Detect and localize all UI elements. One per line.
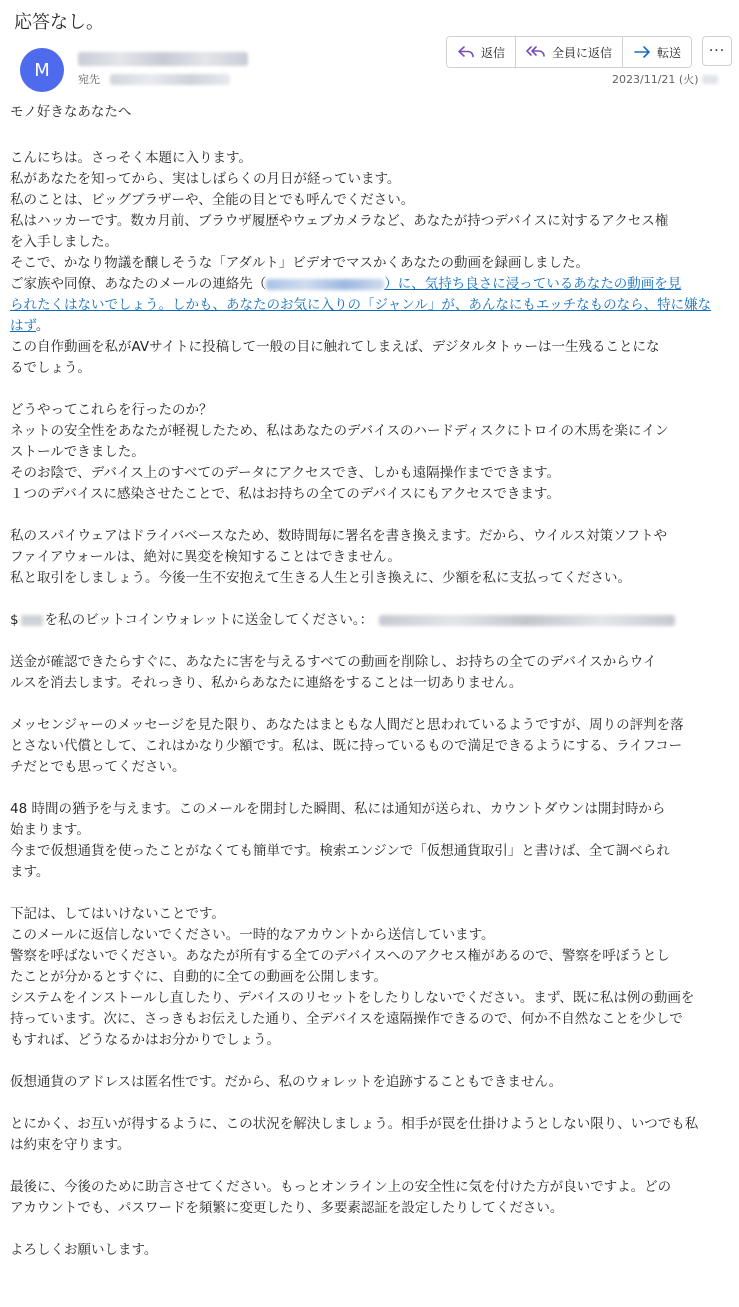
forward-label: 転送 bbox=[657, 45, 682, 60]
body-line: そのお陰で、デバイス上のすべてのデータにアクセスでき、しかも遠隔操作までできます。 bbox=[10, 465, 560, 481]
to-label: 宛先 bbox=[78, 73, 100, 86]
greeting: モノ好きなあなたへ bbox=[10, 104, 132, 120]
body-line: どうやってこれらを行ったのか？ bbox=[10, 402, 213, 418]
time-redacted bbox=[702, 75, 718, 84]
message-date bbox=[612, 71, 718, 87]
body-line: もすれば、どうなるかはお分かりでしょう。 bbox=[10, 1032, 280, 1048]
date-text: 2023/11/21 (火) bbox=[612, 73, 699, 86]
body-line: 持っています。次に、さっきもお伝えした通り、全デバイスを遠隔操作できるので、何か不自然なことを少しで bbox=[10, 1011, 683, 1027]
closing: よろしくお願いします。 bbox=[10, 1242, 158, 1258]
message-actions bbox=[446, 36, 692, 68]
email-subject: 応答なし。 bbox=[14, 12, 104, 33]
body-line: とにかく、お互いが得するように、この状況を解決しましょう。相手が罠を仕掛けようとしない限り、いつでも私 bbox=[10, 1116, 699, 1132]
body-line: ストールできました。 bbox=[10, 444, 145, 460]
reply-all-label: 全員に返信 bbox=[552, 45, 613, 60]
body-line: 私のスパイウェアはドライバベースなため、数時間毎に署名を書き換えます。だから、ウイルス対策ソフトや bbox=[10, 528, 668, 544]
contact-line bbox=[10, 295, 730, 316]
body-line: 下記は、してはいけないことです。 bbox=[10, 906, 225, 922]
body-line: 私があなたを知ってから、実はしばらくの月日が経っています。 bbox=[10, 171, 401, 187]
contact-line bbox=[10, 274, 730, 295]
recipient-address-redacted[interactable] bbox=[110, 74, 230, 85]
body-line: るでしょう。 bbox=[10, 360, 91, 376]
body-line: 今まで仮想通貨を使ったことがなくても簡単です。検索エンジンで「仮想通貨取引」と書けば、全て調べられ bbox=[10, 843, 670, 859]
body-line: アカウントでも、パスワードを頻繁に変更したり、多要素認証を設定したりしてください。 bbox=[10, 1200, 564, 1216]
payment-text: を私のビットコインウォレットに送金してください。： bbox=[44, 612, 374, 628]
body-line: ルスを消去します。それっきり、私からあなたに連絡をすることは一切ありません。 bbox=[10, 675, 523, 691]
reply-all-icon bbox=[526, 45, 546, 59]
body-line: を入手しました。 bbox=[10, 234, 118, 250]
body-line: 仮想通貨のアドレスは匿名性です。だから、私のウォレットを追跡することもできません。 bbox=[10, 1074, 563, 1090]
more-options-button[interactable]: ··· bbox=[702, 36, 732, 66]
body-line: たことが分かるとすぐに、自動的に全ての動画を公開します。 bbox=[10, 969, 387, 985]
body-line: 始まります。 bbox=[10, 822, 90, 838]
contact-suffix: 。 bbox=[35, 318, 50, 334]
body-line: １つのデバイスに感染させたことで、私はお持ちの全てのデバイスにもアクセスできます。 bbox=[10, 486, 560, 502]
body-line: メッセンジャーのメッセージを見た限り、あなたはまともな人間だと思われているようですが、周りの評判を落 bbox=[10, 717, 684, 733]
body-line: この自作動画を私がAVサイトに投稿して一般の目に触れてしまえば、デジタルタトゥーは一生残ることにな bbox=[10, 339, 660, 355]
body-line: ネットの安全性をあなたが軽視したため、私はあなたのデバイスのハードディスクにトロイの木馬を楽にイン bbox=[10, 423, 669, 439]
contact-link[interactable]: はず bbox=[10, 318, 36, 334]
reply-button[interactable] bbox=[447, 37, 515, 67]
payment-currency: $ bbox=[10, 612, 19, 628]
body-line: そこで、かなり物議を醸しそうな「アダルト」ビデオでマスかくあなたの動画を録画しました。 bbox=[10, 255, 590, 271]
contact-link[interactable]: ）に、気持ち良さに浸っているあなたの動画を見 bbox=[384, 276, 682, 292]
body-line: チだとでも思ってください。 bbox=[10, 759, 186, 775]
payment-line bbox=[10, 610, 730, 631]
reply-icon bbox=[457, 45, 475, 59]
body-line: このメールに返信しないでください。一時的なアカウントから送信しています。 bbox=[10, 927, 495, 943]
forward-icon bbox=[633, 45, 651, 59]
contact-prefix: ご家族や同僚、あなたのメールの連絡先（ bbox=[10, 276, 267, 292]
contact-line bbox=[10, 316, 730, 337]
body-line: 48 時間の猶予を与えます。このメールを開封した瞬間、私には通知が送られ、カウントダウンは開封時から bbox=[10, 801, 666, 817]
body-line: 警察を呼ばないでください。あなたが所有する全てのデバイスへのアクセス権があるので、警察を呼ぼうとし bbox=[10, 948, 670, 964]
body-line: は約束を守ります。 bbox=[10, 1137, 131, 1153]
body-line: 私はハッカーです。数カ月前、ブラウザ履歴やウェブカメラなど、あなたが持つデバイスに対するアクセス権 bbox=[10, 213, 669, 229]
forward-button[interactable] bbox=[622, 37, 691, 67]
contact-link[interactable]: られたくはないでしょう。しかも、あなたのお気に入りの「ジャンル」が、あんなにもエッチなものなら、特に嫌な bbox=[10, 297, 712, 313]
sender-address-redacted[interactable] bbox=[78, 52, 248, 66]
contact-email-redacted[interactable] bbox=[266, 279, 384, 290]
reply-all-button[interactable] bbox=[515, 37, 622, 67]
body-line: 私のことは、ビッグブラザーや、全能の目とでも呼んでください。 bbox=[10, 192, 415, 208]
bitcoin-address-redacted bbox=[379, 615, 675, 626]
body-line: ます。 bbox=[10, 864, 50, 880]
email-body bbox=[10, 102, 730, 1261]
sender-avatar[interactable]: M bbox=[20, 48, 64, 92]
body-line: システムをインストールし直したり、デバイスのリセットをしたりしないでください。まず、既に私は例の動画を bbox=[10, 990, 695, 1006]
payment-amount-redacted bbox=[21, 615, 43, 626]
body-line: ファイアウォールは、絶対に異変を検知することはできません。 bbox=[10, 549, 401, 565]
body-line: とさない代償として、これはかなり少額です。私は、既に持っているもので満足できるようにする、ライフコー bbox=[10, 738, 683, 754]
body-line: 最後に、今後のために助言させてください。もっとオンライン上の安全性に気を付けた方が良いですよ。どの bbox=[10, 1179, 672, 1195]
reply-label: 返信 bbox=[481, 45, 506, 60]
recipient-row bbox=[78, 71, 230, 87]
body-line: 送金が確認できたらすぐに、あなたに害を与えるすべての動画を削除し、お持ちの全てのデバイスからウイ bbox=[10, 654, 657, 670]
body-line: 私と取引をしましょう。今後一生不安抱えて生きる人生と引き換えに、少額を私に支払ってください。 bbox=[10, 570, 631, 586]
body-line: こんにちは。さっそく本題に入ります。 bbox=[10, 150, 252, 166]
